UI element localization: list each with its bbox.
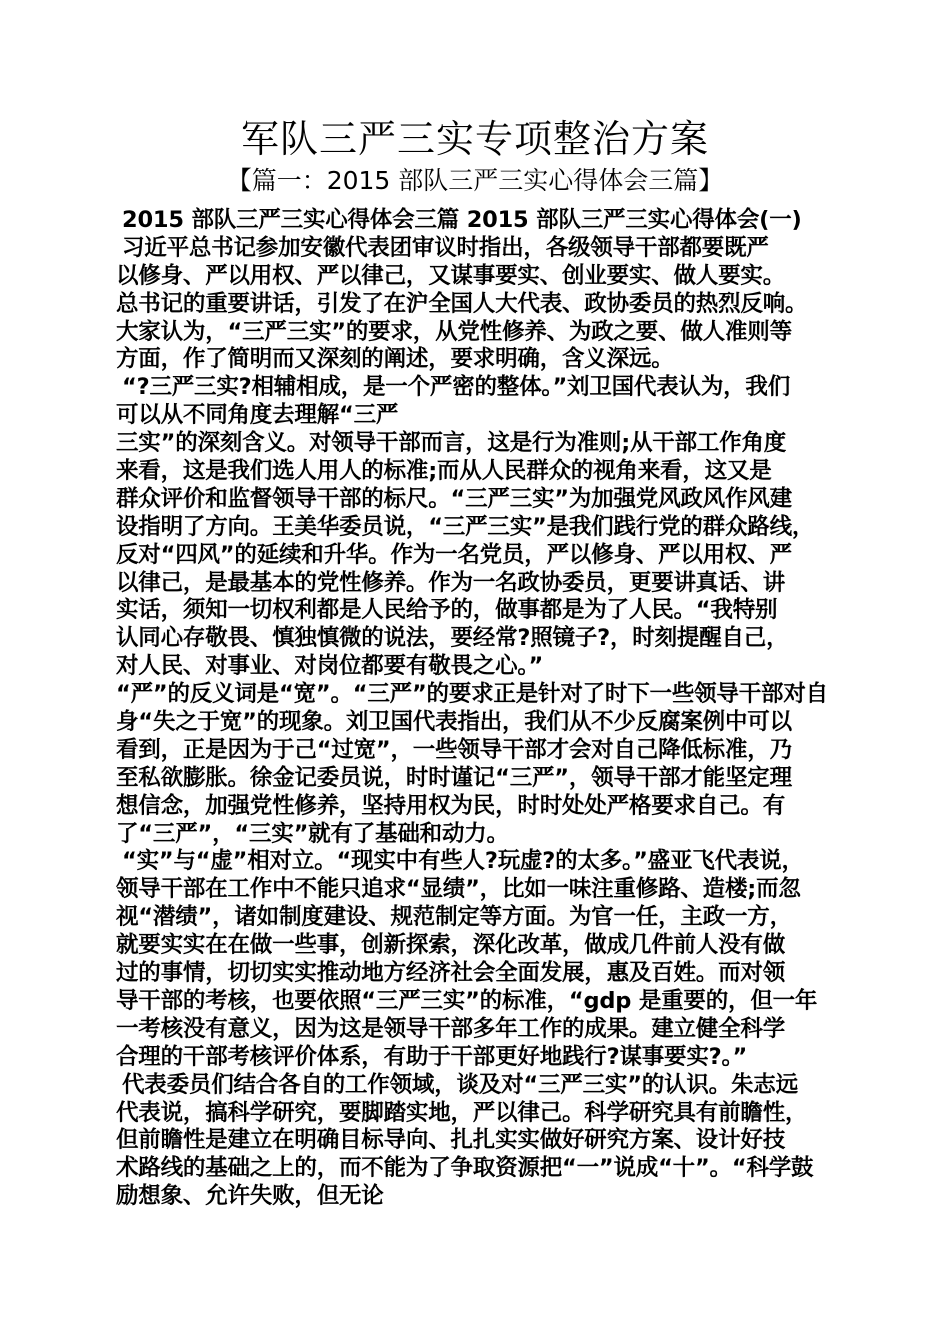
body-line: 领导干部在工作中不能只追求“显绩”，比如一味注重修路、造楼;而忽 <box>116 876 801 903</box>
body-line: “严”的反义词是“宽”。“三严”的要求正是针对了时下一些领导干部对自 <box>116 681 828 708</box>
body-line: 实话，须知一切权利都是人民给予的，做事都是为了人民。“我特别 <box>116 597 778 624</box>
body-line: 来看，这是我们选人用人的标准;而从人民群众的视角来看，这又是 <box>116 458 772 485</box>
body-line: 设指明了方向。王美华委员说，“三严三实”是我们践行党的群众路线， <box>116 513 815 540</box>
body-line: 三实”的深刻含义。对领导干部而言，这是行为准则;从干部工作角度 <box>116 430 787 457</box>
body-line: “?三严三实?相辅相成，是一个严密的整体。”刘卫国代表认为，我们 <box>122 374 791 401</box>
body-line: 过的事情，切切实实推动地方经济社会全面发展，惠及百姓。而对领 <box>116 960 786 987</box>
body-line: 大家认为，“三严三实”的要求，从党性修养、为政之要、做人准则等 <box>116 318 792 345</box>
body-line: 合理的干部考核评价体系，有助于干部更好地践行?谋事要实?。” <box>116 1043 748 1070</box>
body-line: 以修身、严以用权、严以律己，又谋事要实、创业要实、做人要实。 <box>116 262 786 289</box>
body-line: 了“三严”，“三实”就有了基础和动力。 <box>116 820 509 847</box>
body-line: 2015 部队三严三实心得体会三篇 2015 部队三严三实心得体会(一) <box>122 207 802 233</box>
body-line: 身“失之于宽”的现象。刘卫国代表指出，我们从不少反腐案例中可以 <box>116 709 792 736</box>
body-line: “实”与“虚”相对立。“现实中有些人?玩虚?的太多。”盛亚飞代表说， <box>122 848 804 875</box>
body-line: 励想象、允许失败，但无论 <box>116 1183 384 1210</box>
body-line: 以律己，是最基本的党性修养。作为一名政协委员，更要讲真话、讲 <box>116 569 786 596</box>
body-line: 至私欲膨胀。徐金记委员说，时时谨记“三严”，领导干部才能坚定理 <box>116 764 792 791</box>
body-line: 习近平总书记参加安徽代表团审议时指出，各级领导干部都要既严 <box>122 234 769 261</box>
body-line: 术路线的基础之上的，而不能为了争取资源把“一”说成“十”。“科学鼓 <box>116 1155 814 1182</box>
body-line: 想信念，加强党性修养，坚持用权为民，时时处处严格要求自己。有 <box>116 792 786 819</box>
body-line: 方面，作了简明而又深刻的阐述，要求明确，含义深远。 <box>116 346 674 373</box>
body-line: 总书记的重要讲话，引发了在沪全国人大代表、政协委员的热烈反响。 <box>116 290 808 317</box>
body-line: 代表委员们结合各自的工作领域，谈及对“三严三实”的认识。朱志远 <box>122 1071 798 1098</box>
body-line: 一考核没有意义，因为这是领导干部多年工作的成果。建立健全科学 <box>116 1015 786 1042</box>
body-line: 但前瞻性是建立在明确目标导向、扎扎实实做好研究方案、设计好技 <box>116 1127 786 1154</box>
document-title: 军队三严三实专项整治方案 <box>240 117 709 161</box>
body-line: 对人民、对事业、对岗位都要有敬畏之心。” <box>116 653 544 680</box>
body-line: 导干部的考核，也要依照“三严三实”的标准，“gdp 是重要的，但一年 <box>116 987 818 1014</box>
body-line: 认同心存敬畏、慎独慎微的说法，要经常?照镜子?，时刻提醒自己， <box>116 625 789 652</box>
body-line: 就要实实在在做一些事，创新探索，深化改革，做成几件前人没有做 <box>116 932 786 959</box>
document-subtitle: 【篇一：2015 部队三严三实心得体会三篇】 <box>226 166 724 195</box>
body-line: 群众评价和监督领导干部的标尺。“三严三实”为加强党风政风作风建 <box>116 485 792 512</box>
body-line: 视“潜绩”，诸如制度建设、规范制定等方面。为官一任，主政一方， <box>116 904 792 931</box>
document-body <box>116 207 856 1211</box>
body-line: 代表说，搞科学研究，要脚踏实地，严以律己。科学研究具有前瞻性， <box>116 1099 808 1126</box>
body-line: 可以从不同角度去理解“三严 <box>116 402 399 429</box>
body-line: 反对“四风”的延续和升华。作为一名党员，严以修身、严以用权、严 <box>116 541 792 568</box>
body-line: 看到，正是因为于己“过宽”，一些领导干部才会对自己降低标准，乃 <box>116 736 792 763</box>
